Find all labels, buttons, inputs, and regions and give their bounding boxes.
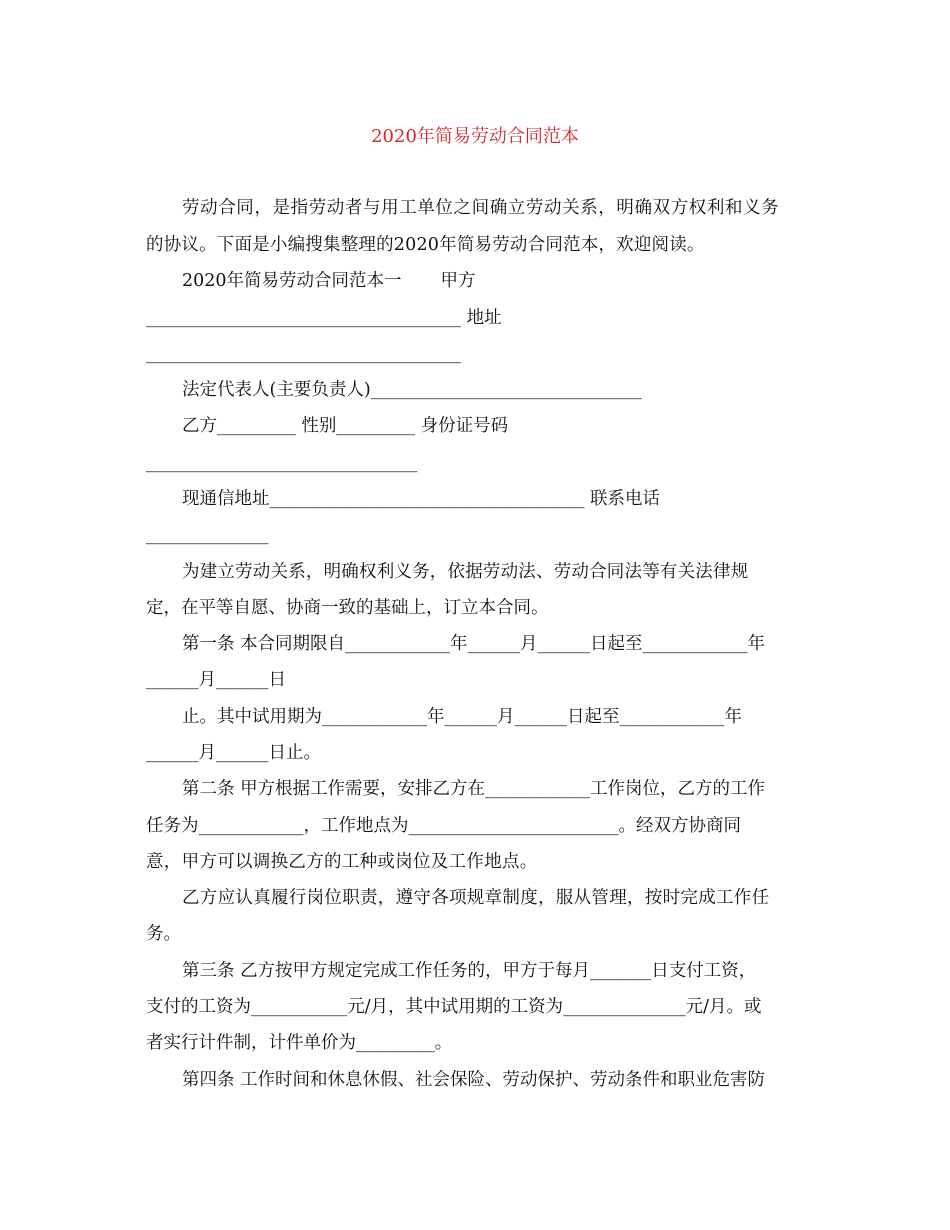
article-three-line: 支付的工资为___________元/月，其中试用期的工资为______________元/月。或 [146, 997, 762, 1017]
blank-field-line: ____________________________________ [146, 344, 461, 364]
party-b-info-line: 乙方_________ 性别_________ 身份证号码 [182, 416, 509, 436]
paragraph-line: 务。 [146, 924, 181, 944]
article-one-line: ______月______日止。 [146, 743, 321, 763]
blank-field-line: ____________________________________ 地址 [146, 308, 502, 328]
paragraph-line: 的协议。下面是小编搜集整理的2020年简易劳动合同范本，欢迎阅读。 [146, 235, 705, 255]
article-two-line: 任务为____________，工作地点为________________________。经双方协商同 [146, 816, 741, 836]
paragraph-line: 为建立劳动关系，明确权利义务，依据劳动法、劳动合同法等有关法律规 [182, 562, 749, 582]
article-four-line: 第四条 工作时间和休息休假、社会保险、劳动保护、劳动条件和职业危害防 [182, 1070, 766, 1090]
paragraph-line: 劳动合同，是指劳动者与用工单位之间确立劳动关系，明确双方权利和义务 [182, 198, 780, 218]
article-one-line: ______月______日 [146, 670, 286, 690]
article-one-line: 止。其中试用期为____________年______月______日起至____________年 [182, 707, 742, 727]
article-two-line: 意，甲方可以调换乙方的工种或岗位及工作地点。 [146, 852, 538, 872]
blank-field-line: _______________________________ [146, 453, 418, 473]
paragraph-line: 乙方应认真履行岗位职责，遵守各项规章制度，服从管理，按时完成工作任 [182, 888, 770, 908]
article-one-line: 第一条 本合同期限自____________年______月______日起至____________年 [182, 634, 766, 654]
address-phone-line: 现通信地址____________________________________ 联系电话 [182, 489, 661, 509]
blank-field-line: ______________ [146, 525, 269, 545]
article-three-line: 者实行计件制，计件单价为_________。 [146, 1033, 453, 1053]
section-heading-line: 2020年简易劳动合同范本一 甲方 [182, 271, 476, 291]
article-three-line: 第三条 乙方按甲方规定完成工作任务的，甲方于每月_______日支付工资， [182, 961, 757, 981]
article-two-line: 第二条 甲方根据工作需要，安排乙方在____________工作岗位，乙方的工作 [182, 779, 766, 799]
legal-representative-line: 法定代表人(主要负责人)_______________________________ [182, 380, 642, 400]
paragraph-line: 定，在平等自愿、协商一致的基础上，订立本合同。 [146, 598, 549, 618]
document-title: 2020年简易劳动合同范本 [371, 126, 579, 147]
